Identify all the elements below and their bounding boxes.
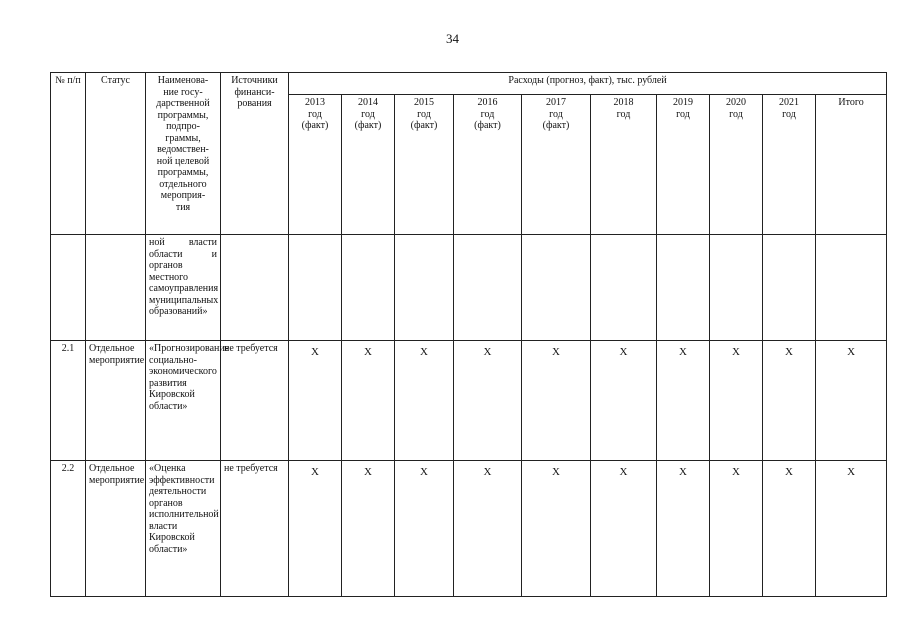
row-value: X (289, 341, 342, 461)
table-row (51, 461, 887, 597)
header-year-2014: 2014 год (факт) (342, 95, 395, 235)
row-value: X (657, 341, 710, 461)
row-value: X (710, 461, 763, 597)
header-total: Итого (816, 95, 887, 235)
header-status: Статус (86, 73, 146, 235)
row-value: X (289, 461, 342, 597)
row-value (763, 235, 816, 341)
row-value: X (342, 461, 395, 597)
row-num (51, 235, 86, 341)
header-year-2020: 2020 год (710, 95, 763, 235)
row-source: не требуется (221, 461, 289, 597)
row-value (591, 235, 657, 341)
header-year-2018: 2018 год (591, 95, 657, 235)
row-value (342, 235, 395, 341)
row-value: X (454, 461, 522, 597)
table-row (51, 235, 887, 341)
row-value (395, 235, 454, 341)
row-status: Отдельное мероприятие (86, 341, 146, 461)
header-year-2019: 2019 год (657, 95, 710, 235)
row-value: X (395, 341, 454, 461)
row-source: не требуется (221, 341, 289, 461)
row-value: X (591, 341, 657, 461)
row-num: 2.1 (51, 341, 86, 461)
row-value: X (522, 461, 591, 597)
row-status: Отдельное мероприятие (86, 461, 146, 597)
row-value: X (522, 341, 591, 461)
row-value: X (395, 461, 454, 597)
header-year-2016: 2016 год (факт) (454, 95, 522, 235)
row-value: X (763, 461, 816, 597)
header-sources: Источники финанси- рования (221, 73, 289, 235)
row-name: «Оценка эффективности деятельности органов исполнительной власти Кировской области» (146, 461, 221, 597)
row-value (522, 235, 591, 341)
row-num: 2.2 (51, 461, 86, 597)
row-value: X (342, 341, 395, 461)
header-year-2017: 2017 год (факт) (522, 95, 591, 235)
header-num: № п/п (51, 73, 86, 235)
row-value (710, 235, 763, 341)
row-value: X (591, 461, 657, 597)
header-year-2013: 2013 год (факт) (289, 95, 342, 235)
row-value (816, 235, 887, 341)
row-name: ной власти области и органов местного самоуправления муниципальных образований» (146, 235, 221, 341)
row-value (657, 235, 710, 341)
row-value (289, 235, 342, 341)
row-status (86, 235, 146, 341)
row-source (221, 235, 289, 341)
row-value: X (816, 461, 887, 597)
header-year-2021: 2021 год (763, 95, 816, 235)
expenses-table (50, 72, 887, 597)
row-value (454, 235, 522, 341)
row-value: X (816, 341, 887, 461)
row-value: X (454, 341, 522, 461)
header-expenses: Расходы (прогноз, факт), тыс. рублей (289, 73, 887, 95)
row-value: X (710, 341, 763, 461)
header-year-2015: 2015 год (факт) (395, 95, 454, 235)
row-value: X (657, 461, 710, 597)
table-row (51, 341, 887, 461)
row-name: «Прогнозирование социально-экономического развития Кировской области» (146, 341, 221, 461)
page-number: 34 (446, 31, 459, 46)
row-value: X (763, 341, 816, 461)
header-name: Наименова- ние госу- дарственной программы, подпро- граммы, ведомствен- ной целевой программы, отдельного мероприя- тия (146, 73, 221, 235)
